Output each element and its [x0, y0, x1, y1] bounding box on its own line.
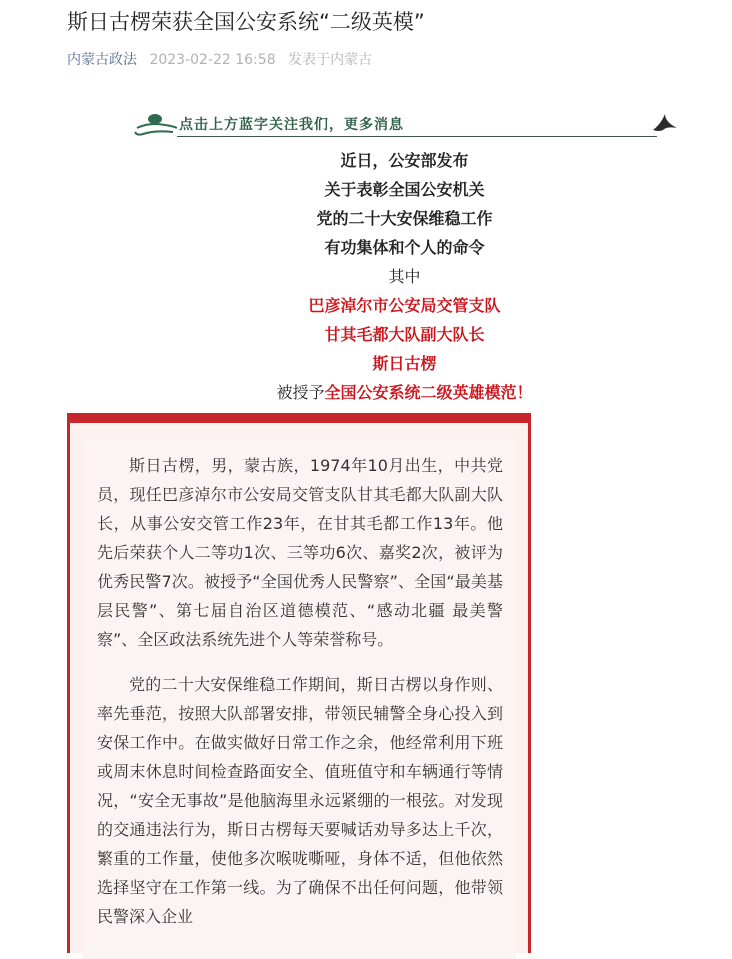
intro-line: 有功集体和个人的命令 — [324, 238, 485, 257]
honoree-position: 甘其毛都大队副大队长 — [324, 325, 485, 344]
publish-datetime: 2023-02-22 16:58 — [149, 52, 276, 68]
intro-among: 其中 — [388, 267, 421, 286]
profile-frame-top-bar — [70, 413, 528, 423]
award-line — [67, 378, 732, 407]
publish-location: 发表于内蒙古 — [288, 52, 373, 68]
intro-announcement — [67, 146, 732, 407]
article-meta — [67, 50, 372, 70]
mountain-sun-icon — [133, 110, 177, 138]
banner-divider-line — [177, 136, 657, 137]
article-title: 斯日古楞荣获全国公安系统“二级英模” — [67, 10, 425, 34]
swallow-bird-icon — [651, 108, 679, 134]
honoree-unit: 巴彦淖尔市公安局交管支队 — [308, 296, 501, 315]
account-name-link[interactable]: 内蒙古政法 — [67, 52, 137, 68]
profile-paragraph: 党的二十大安保维稳工作期间，斯日古楞以身作则、率先垂范，按照大队部署安排，带领民辅警全身心投入到安保工作中。在做实做好日常工作之余，他经常利用下班或周末休息时间检查路面安全、值班值守和车辆通行等情况，“安全无事故”是他脑海里永远紧绷的一根弦。对发现的交通违法行为，斯日古楞每天要喊话劝导多达上千次，繁重的工作量，使他多次喉咙嘶哑，身体不适，但他依然选择坚守在工作第一线。为了确保不出任何问题，他带领民警深入企业 — [97, 675, 503, 926]
profile-body — [97, 451, 503, 931]
intro-line: 近日，公安部发布 — [340, 151, 469, 170]
intro-line: 关于表彰全国公安机关 — [324, 180, 485, 199]
profile-paragraph: 斯日古楞，男，蒙古族，1974年10月出生，中共党员，现任巴彦淖尔市公安局交管支队甘其毛都大队副大队长，从事公安交管工作23年，在甘其毛都工作13年。他先后荣获个人二等功1次、三等功6次、嘉奖2次，被评为优秀民警7次。被授予“全国优秀人民警察”、全国“最美基层民警”、第七届自治区道德模范、“感动北疆 最美警察”、全区政法系统先进个人等荣誉称号。 — [97, 456, 503, 649]
honoree-name: 斯日古楞 — [372, 354, 437, 373]
award-title: 全国公安系统二级英雄模范！ — [324, 383, 533, 402]
intro-line: 党的二十大安保维稳工作 — [316, 209, 493, 228]
follow-banner[interactable] — [133, 108, 678, 144]
follow-prompt-text: 点击上方蓝字关注我们，更多消息 — [179, 117, 404, 133]
award-prefix: 被授予 — [276, 383, 325, 402]
